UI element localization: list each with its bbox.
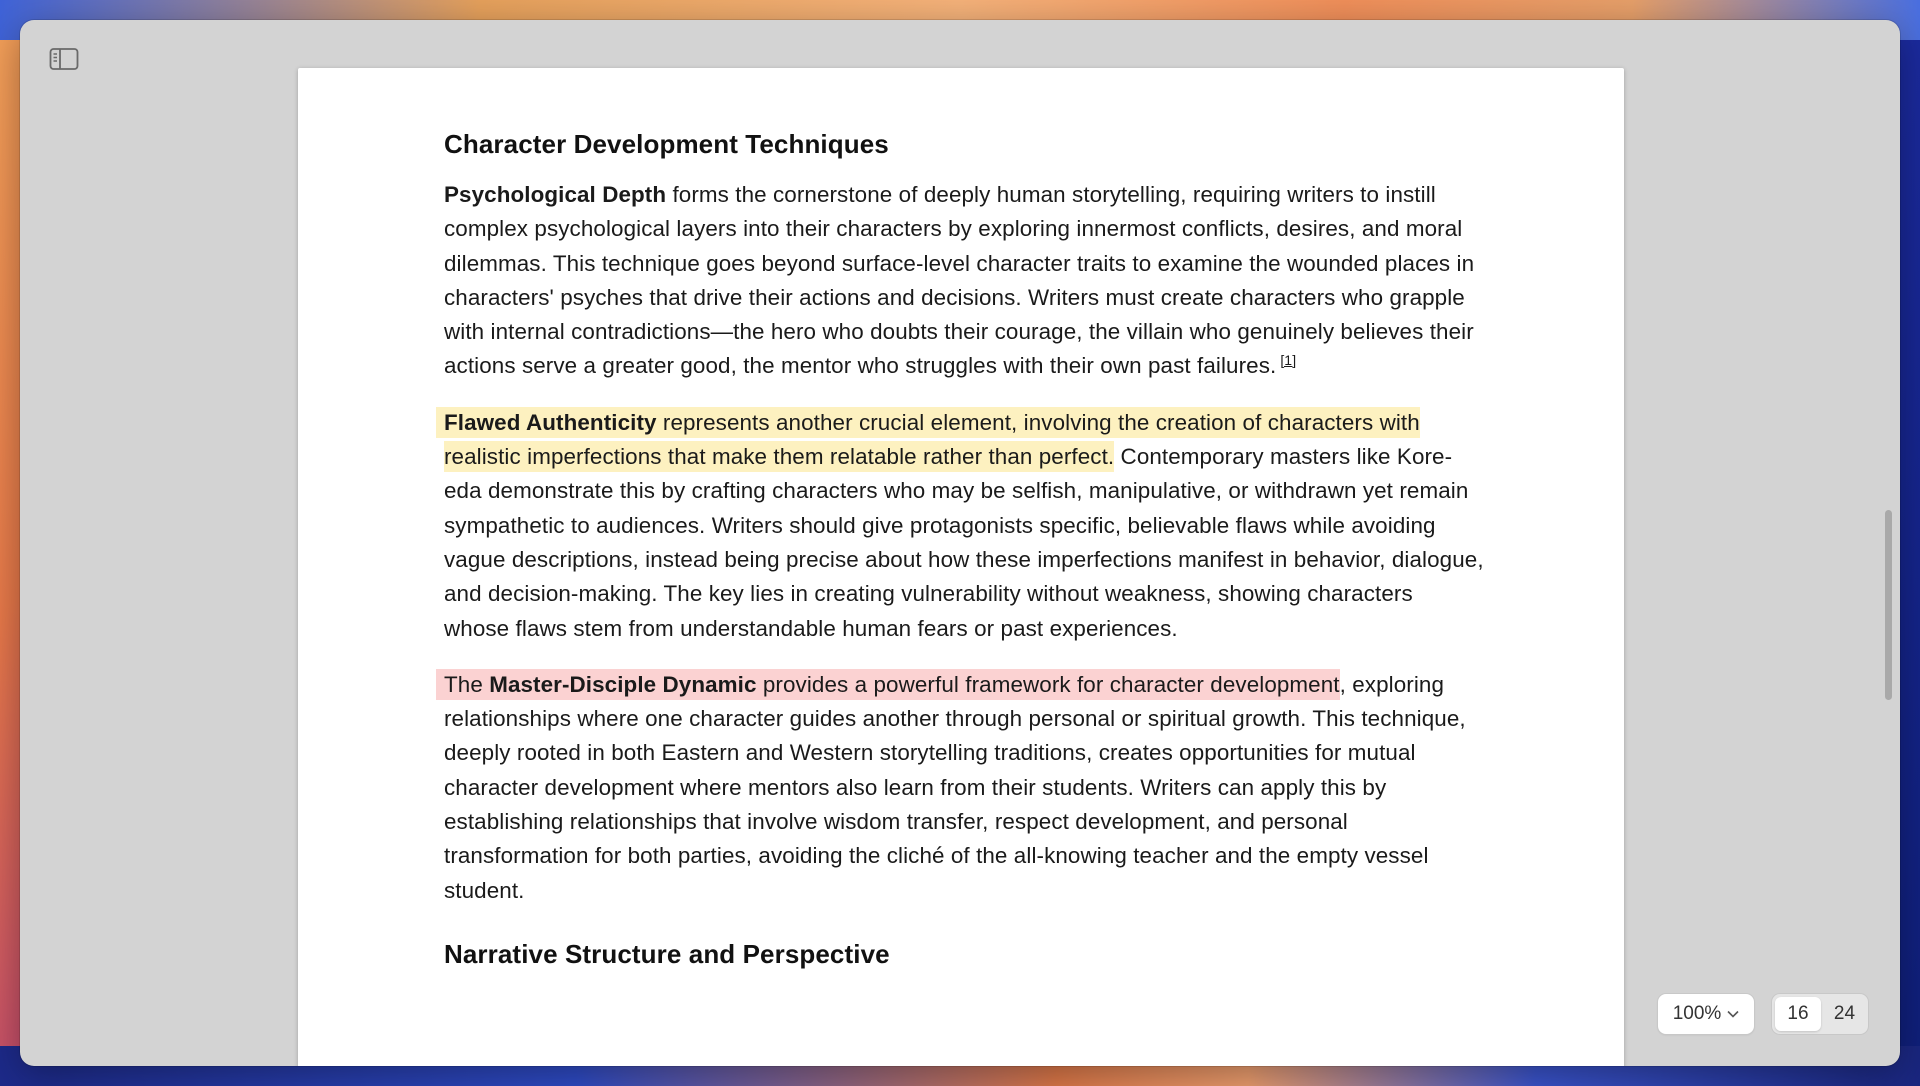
paragraph-master-disciple [444,668,1484,908]
paragraph-text: forms the cornerstone of deeply human storytelling, requiring writers to instill complex psychological layers into their characters by exploring innermost conflicts, desires, and moral dilemmas. This technique goes beyond surface-level character traits to examine the wounded places in characters' psyches that drive their actions and decisions. Writers must create characters who grapple with internal contradictions—the hero who doubts their courage, the villain who genuinely believes their actions serve a greater good, the mentor who struggles with their own past failures. [444,182,1475,379]
document-page [298,68,1624,1066]
highlighted-text: provides a powerful framework for character development [756,671,1340,697]
zoom-value: 100% [1672,1003,1722,1024]
paragraph-text: Contemporary masters like Kore-eda demonstrate this by crafting characters who may be selfish, manipulative, or withdrawn yet remain sympathetic to audiences. Writers should give protagonists specific, believable flaws while avoiding vague descriptions, instead being precise about how these imperfections manifest in behavior, dialogue, and decision-making. The key lies in creating vulnerability without weakness, showing characters whose flaws stem from understandable human fears or past experiences. [444,444,1484,641]
section-heading: Narrative Structure and Perspective [444,938,890,969]
footnote-link[interactable]: [1] [1280,352,1297,369]
highlight-red[interactable] [444,669,1340,700]
paragraph-flawed-authenticity [444,406,1484,646]
paragraph-psychological-depth [444,178,1484,384]
document-content [444,128,1484,988]
sidebar-icon [49,47,79,71]
highlighted-text: The [444,671,490,697]
current-page-field[interactable]: 16 [1775,997,1821,1031]
vertical-scrollbar[interactable] [1885,510,1892,700]
zoom-select[interactable] [1658,994,1754,1034]
total-pages: 24 [1833,1003,1856,1024]
page-indicator [1772,994,1868,1034]
section-heading: Character Development Techniques [444,129,889,159]
paragraph-text: , exploring relationships where one character guides another through personal or spiritual growth. This technique, deeply rooted in both Eastern and Western storytelling traditions, creates opportunities for mutual character development where mentors also learn from their students. Writers can apply this by establishing relationships that involve wisdom transfer, respect development, and personal transformation for both parties, avoiding the cliché of the all-knowing teacher and the empty vessel student. [444,671,1466,903]
term-flawed-authenticity: Flawed Authenticity [444,409,657,435]
term-psychological-depth: Psychological Depth [444,182,667,207]
chevron-down-icon [1727,1010,1739,1018]
highlighted-text: represents another crucial element, involving the creation of characters with realistic imperfections that make them relatable rather than perfect. [444,409,1420,470]
sidebar-toggle-button[interactable] [48,46,80,72]
term-master-disciple: Master-Disciple Dynamic [489,671,757,697]
app-window [20,20,1900,1066]
